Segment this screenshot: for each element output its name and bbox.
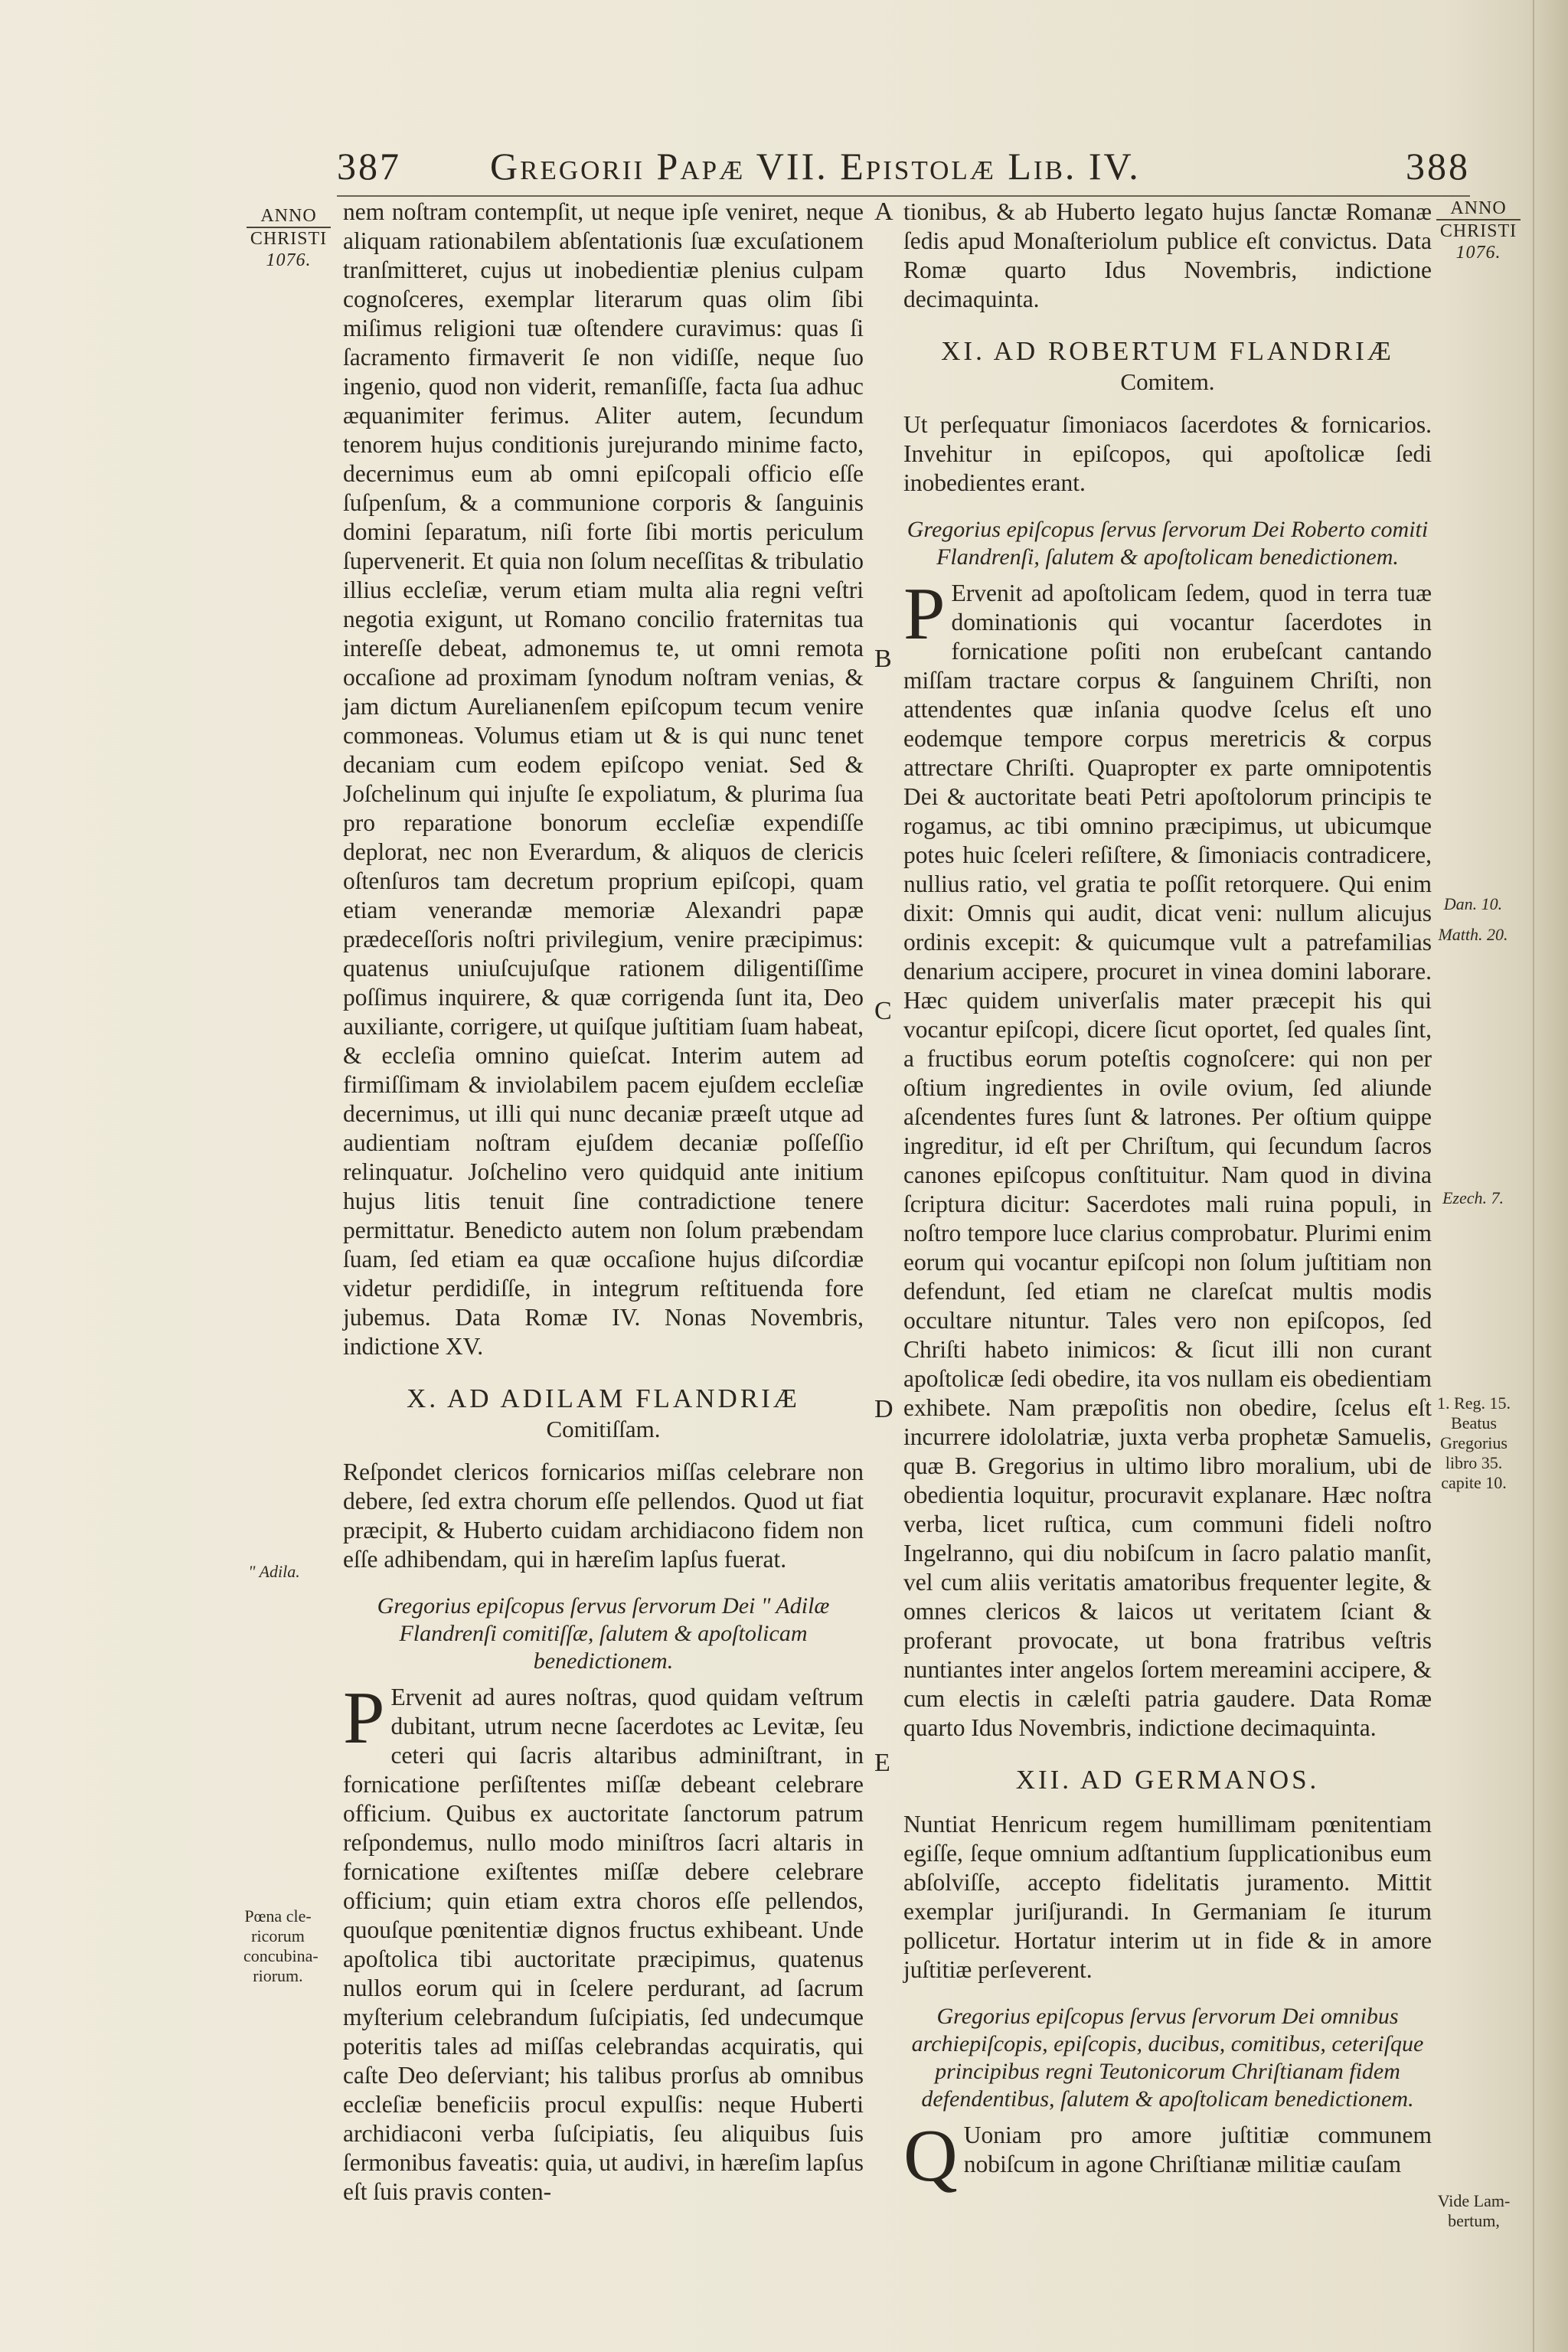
next-page-edge (1533, 0, 1568, 2352)
section-xi-salutation: Gregorius epiſcopus ſervus ſervorum Dei Roberto comiti Flandrenſi, ſalutem & apoſtolicam benedictionem. (906, 517, 1429, 570)
margin-note-dan: Dan. 10. (1443, 894, 1503, 913)
letter-ix-continuation: nem noſtram contempſit, ut neque ipſe veniret, neque aliquam rationabilem abſentationis ſuæ excuſationem tranſmitteret, cujus ut inobedientiæ plenius culpam cognoſceres, exemplar literarum quas olim ſibi miſimus religioni tuæ oſtendere curavimus: quas ſi ſacramento firmaverit ſe non vidiſſe, neque ſuo ingenio, quod non viderit, remanſiſſe, facta ſua adhuc æquanimiter ferimus. Aliter autem, ſecundum tenorem hujus conditionis jurejurando minime facto, decernimus eum ab omni epiſcopali officio eſſe ſuſpenſum, & a communione corporis & ſanguinis domini ſeparatum, niſi forte ſibi mortis periculum ſupervenerit. Et quia non ſolum neceſſitas & tribulatio illius eccleſiæ, verum etiam multa alia regni veſtri negotia exigunt, ut Romano concilio fraternitas tua intereſſe debeat, admonemus te, ut omni remota occaſione ad proximam ſynodum noſtram venias, & jam dictum Aurelianenſem epiſcopum tecum venire commoneas. Volumus etiam ut & is qui nunc tenet decaniam cum eodem epiſcopo veniat. Sed & Joſchelinum qui injuſte ſe expoliatum, & plurima ſua pro reparatione bonorum eccleſiæ expendiſſe deplorat, nec non Everardum, & aliquos de clericis oſtenſuros tam decretum proprium epiſcopi, quam etiam venerandæ memoriæ Alexandri papæ prædeceſſoris noſtri privilegium, venire præcipimus: quatenus uniuſcujuſque rationem diligentiſſime poſſimus inquirere, & quæ corrigenda ſunt ita, Deo auxiliante, corrigere, ut quiſque juſtitiam ſuam habeat, & eccleſia omnino quieſcat. Interim autem ad firmiſſimam & inviolabilem pacem ejuſdem eccleſiæ decernimus, ut illi qui nunc decaniæ præeſt utque ad audientiam noſtram ejuſdem decaniæ poſſeſſio relinquatur. Joſchelino vero quidquid ante initium hujus litis tenuit ſine contradictione tenere permittatur. Benedicto autem non ſolum præbendam ſuam, ſed etiam ea quæ occaſione hujus diſcordiæ videtur perdidiſſe, in integrum reſtituenda fore jubemus. Data Romæ IV. Nonas Novembris, indictione XV. (343, 198, 864, 1360)
drop-cap-p: P (343, 1677, 385, 1759)
section-x-body (343, 1677, 864, 2207)
section-xii-summary: Nuntiat Henricum regem humillimam pœnitentiam egiſſe, ſeque omnium adſtantium ſupplicationibus eum abſolviſſe, accepto fidelitatis juramento. Mittit exemplar juriſjurandi. In Germaniam ſe iturum pollicetur. Hortatur interim ut in fide & in amore juſtitiæ perſeverent. (903, 1811, 1432, 1983)
margin-note-adila: " Adila. (248, 1562, 300, 1581)
anno-christi-right: ANNO CHRISTI 1076. (1436, 198, 1521, 263)
section-xi-subtitle: Comitem. (1120, 368, 1215, 395)
margin-note-ezech: Ezech. 7. (1442, 1188, 1504, 1207)
section-xii-salutation: Gregorius epiſcopus ſervus ſervorum Dei omnibus archiepiſcopis, epiſcopis, ducibus, comitibus, ceteriſque principibus regni Teutonicorum Chriſtianam fidem defendentibus, ſalutem & apoſtolicam benedictionem. (911, 2004, 1424, 2112)
section-letter-e: E (874, 1749, 890, 1777)
section-xi-title: XI. AD ROBERTUM FLANDRIÆ (941, 336, 1394, 366)
page-number-right: 388 (1406, 145, 1470, 188)
section-letter-a: A (874, 198, 893, 226)
section-xi-body (903, 573, 1432, 1743)
header-rule (337, 195, 1470, 197)
section-x-subtitle: Comitiſſam. (546, 1416, 661, 1442)
section-xi-summary: Ut perſequatur ſimoniacos ſacerdotes & fornicarios. Invehitur in epiſcopos, qui apoſtolicæ ſedi inobedientes erant. (903, 411, 1432, 496)
section-letter-b: B (874, 645, 892, 673)
drop-cap-q: Q (903, 2115, 958, 2197)
section-xii-body-text: Uoniam pro amore juſtitiæ communem nobiſcum in agone Chriſtianæ militiæ cauſam (963, 2122, 1432, 2177)
section-x-conclusion: tionibus, & ab Huberto legato hujus ſanctæ Romanæ ſedis apud Monaſteriolum publice eſt convictus. Data Romæ quarto Idus Novembris, indictione decimaquinta. (903, 198, 1432, 312)
margin-note-poena: Pœna cle-ricorum concubina-riorum. (243, 1906, 318, 1985)
section-letter-c: C (874, 997, 892, 1025)
section-xi-body-text: Ervenit ad apoſtolicam ſedem, quod in terra tuæ dominationis qui vocantur ſacerdotes in fornicatione poſiti non erubeſcant cantando miſſam tractare corpus & ſanguinem Chriſti, non attendentes quæ inſania quodve ſcelus eſt uno eodemque tempore corpus meretricis & corpus attrectare Chriſti. Quapropter ex parte omnipotentis Dei & auctoritate beati Petri apoſtolorum principis te rogamus, ac tibi omnino præcipimus, ut ubicumque potes huic ſceleri reſiſtere, & ſimoniacis contradicere, nullius ratio, vel gratia te poſſit retorquere. Qui enim dixit: Omnis qui audit, dicat veni: nullum alicujus ordinis excepit: & quicumque vult a patrefamilias denarium accipere, procuret in vinea domini laborare. Hæc quidem univerſalis mater præcepit his qui vocantur epiſcopi, dicere ſicut oportet, ſed quales ſint, a fructibus eorum poteſtis cognoſcere: qui non per oſtium ingredientes in ovile ovium, ſed aliunde aſcendentes fures ſunt & latrones. Per oſtium quippe ingreditur, id eſt per Chriſtum, qui ſecundum ſacros canones epiſcopus conſtituitur. Nam quod in divina ſcriptura dicitur: Sacerdotes mali ruina populi, in noſtro tempore luce clarius comprobatur. Plurimi enim eorum qui vocantur epiſcopi non ſolum juſtitiam non defendunt, ſed etiam ne clareſcat multis modis occultare nituntur. Tales vero non epiſcopos, ſed Chriſti habeto inimicos: & ſicut illi non curant apoſtolicæ ſedi obedire, ita vos nullam eis obedientiam exhibete. Nam præpoſitis non obedire, ſcelus eſt incurrere idololatriæ, juxta verba prophetæ Samuelis, quæ B. Gregorius in ultimo libro moralium, ubi de obedientia loquitur, procuravit explanare. Hæc noſtra verba, licet ruſtica, cum communi fideli noſtro Ingelranno, qui diu nobiſcum in ſacro palatio manſit, vel cum aliis veritatis amatoribus frequenter legite, & omnes clericos & laicos ut veritatem ſciant & proferant provocate, ut bona fratribus veſtris nuntiantes inter angelos ſortem mereamini accipere, & cum electis in cæleſti patria gaudere. Data Romæ quarto Idus Novembris, indictione decimaquinta. (903, 580, 1432, 1741)
anno-christi-left: ANNO CHRISTI 1076. (247, 205, 331, 271)
margin-note-matth: Matth. 20. (1438, 925, 1508, 944)
section-x-body-text: Ervenit ad aures noſtras, quod quidam veſtrum dubitant, utrum necne ſacerdotes ac Levitæ, ſeu ceteri qui ſacris altaribus adminiſtrant, in fornicatione perſiſtentes miſſæ debeant celebrare officium. Quibus ex auctoritate ſanctorum patrum reſpondemus, nullo modo miniſtros ſacri altaris in fornicatione exiſtentes miſſæ debere celebrare officium; quin etiam extra choros eſſe pellendos, quouſque pœnitentiæ dignos fructus exhibeant. Unde apoſtolica tibi auctoritate præcipimus, quatenus nullos eorum qui in ſcelere perdurant, ad ſacrum myſterium celebrandum ſuſcipiatis, ſed undecumque poteritis tales ad miſſas celebrandas acquiratis, qui caſte Deo deſerviant; his talibus prorſus ab omnibus eccleſiæ beneficiis procul expulſis: neque Huberti archidiaconi verba ſuſcipiatis, ſeu aliquibus ſuis ſermonibus faveatis: quia, ut audivi, in hæreſim lapſus eſt ſuis pravis conten- (343, 1684, 864, 2205)
margin-note-vide: Vide Lam-bertum, (1437, 2191, 1511, 2230)
section-x-title: X. AD ADILAM FLANDRIÆ (407, 1383, 800, 1413)
section-letter-d: D (874, 1395, 893, 1423)
page-number-left: 387 (337, 145, 401, 188)
drop-cap-p-2: P (903, 573, 946, 655)
left-column (343, 198, 864, 2207)
margin-note-reg: 1. Reg. 15. Beatus Gregorius libro 35. capite 10. (1437, 1393, 1511, 1492)
section-xii-body (903, 2115, 1432, 2197)
section-x-salutation: Gregorius epiſcopus ſervus ſervorum Dei " Adilæ Flandrenſi comitiſſæ, ſalutem & apoſtolicam benedictionem. (377, 1593, 830, 1674)
section-x-summary: Reſpondet clericos fornicarios miſſas celebrare non debere, ſed extra chorum eſſe pellendos. Quod ut fiat præcipit, & Huberto cuidam archidiacono fidem non eſſe adhibendam, qui in hæreſim lapſus fuerat. (343, 1459, 864, 1573)
running-header (337, 144, 1470, 193)
running-title: Gregorii Papæ VII. Epistolæ Lib. IV. (490, 145, 1141, 188)
right-column (903, 198, 1432, 2197)
section-xii-title: XII. AD GERMANOS. (1015, 1765, 1320, 1795)
